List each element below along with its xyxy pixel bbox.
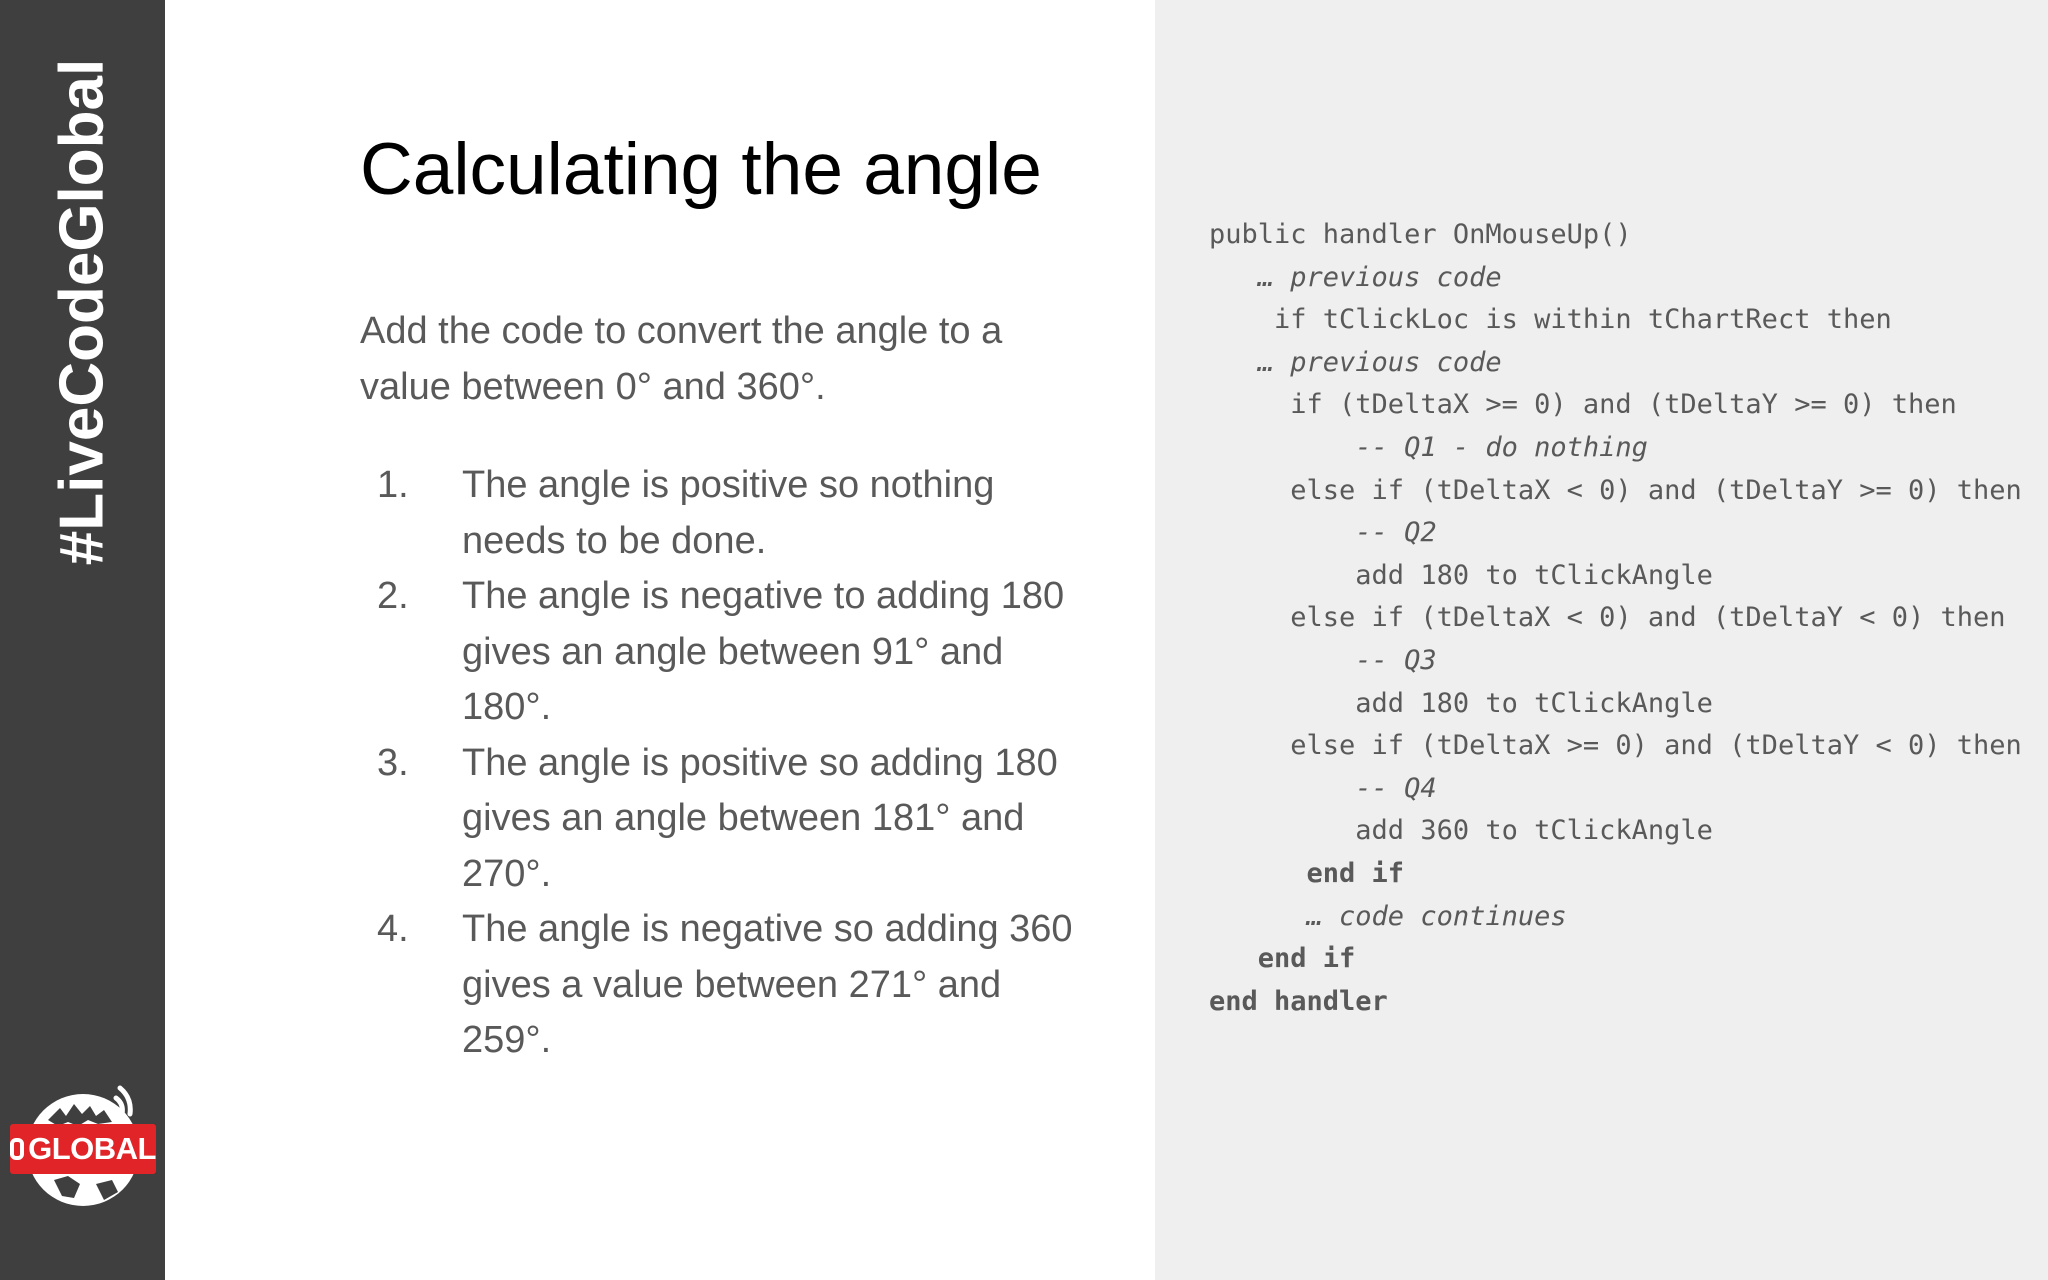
slide-title: Calculating the angle (360, 129, 1042, 210)
code-line: -- Q2 (1209, 517, 1437, 549)
steps-list (360, 458, 1100, 1069)
code-line: -- Q1 - do nothing (1209, 431, 1648, 463)
code-line: else if (tDeltaX >= 0) and (tDeltaY < 0) then (1209, 730, 2022, 762)
slide-content (165, 0, 1155, 1280)
list-item-number: 3. (377, 741, 409, 784)
code-line: end handler (1209, 985, 1388, 1017)
list-item-text: The angle is negative so adding 360 gives a value between 271° and 259°. (462, 908, 1073, 1061)
code-line: … previous code (1209, 261, 1502, 293)
code-line: if (tDeltaX >= 0) and (tDeltaY >= 0) then (1209, 389, 1957, 421)
list-item-number: 2. (377, 575, 409, 617)
list-item-text: The angle is positive so adding 180 gives an angle between 181° and 270°. (462, 741, 1058, 895)
list-item-text: The angle is positive so nothing needs to be done. (462, 464, 995, 562)
list-item-number: 4. (377, 908, 409, 950)
code-line: add 180 to tClickAngle (1209, 687, 1713, 719)
livecode-global-logo (8, 1080, 158, 1215)
code-line: end if (1209, 943, 1356, 975)
code-line: … previous code (1209, 346, 1502, 378)
hashtag-label: #LiveCodeGlobal (47, 58, 117, 566)
code-line: add 180 to tClickAngle (1209, 559, 1713, 591)
livecode-mark-icon (10, 1138, 24, 1160)
logo-text: GLOBAL (28, 1131, 156, 1166)
list-item (360, 458, 1100, 569)
list-item (360, 736, 1100, 903)
code-line: … code continues (1209, 900, 1567, 932)
code-line: else if (tDeltaX < 0) and (tDeltaY < 0) then (1209, 602, 2006, 634)
sidebar (0, 0, 165, 1280)
code-block (1209, 214, 2022, 1023)
code-line: -- Q3 (1209, 644, 1437, 676)
list-item-number: 1. (377, 464, 409, 506)
list-item (360, 569, 1100, 736)
list-item-text: The angle is negative to adding 180 gives an angle between 91° and 180°. (462, 575, 1065, 728)
code-line: -- Q4 (1209, 772, 1437, 804)
logo-badge (10, 1124, 156, 1174)
code-line: end if (1209, 857, 1405, 889)
intro-paragraph: Add the code to convert the angle to a value between 0° and 360°. (360, 310, 1003, 408)
list-item (360, 902, 1100, 1069)
code-line: else if (tDeltaX < 0) and (tDeltaY >= 0) then (1209, 474, 2022, 506)
code-line: add 360 to tClickAngle (1209, 815, 1713, 847)
code-line: public handler OnMouseUp() (1209, 219, 1632, 250)
code-line: if tClickLoc is within tChartRect then (1209, 304, 1892, 336)
